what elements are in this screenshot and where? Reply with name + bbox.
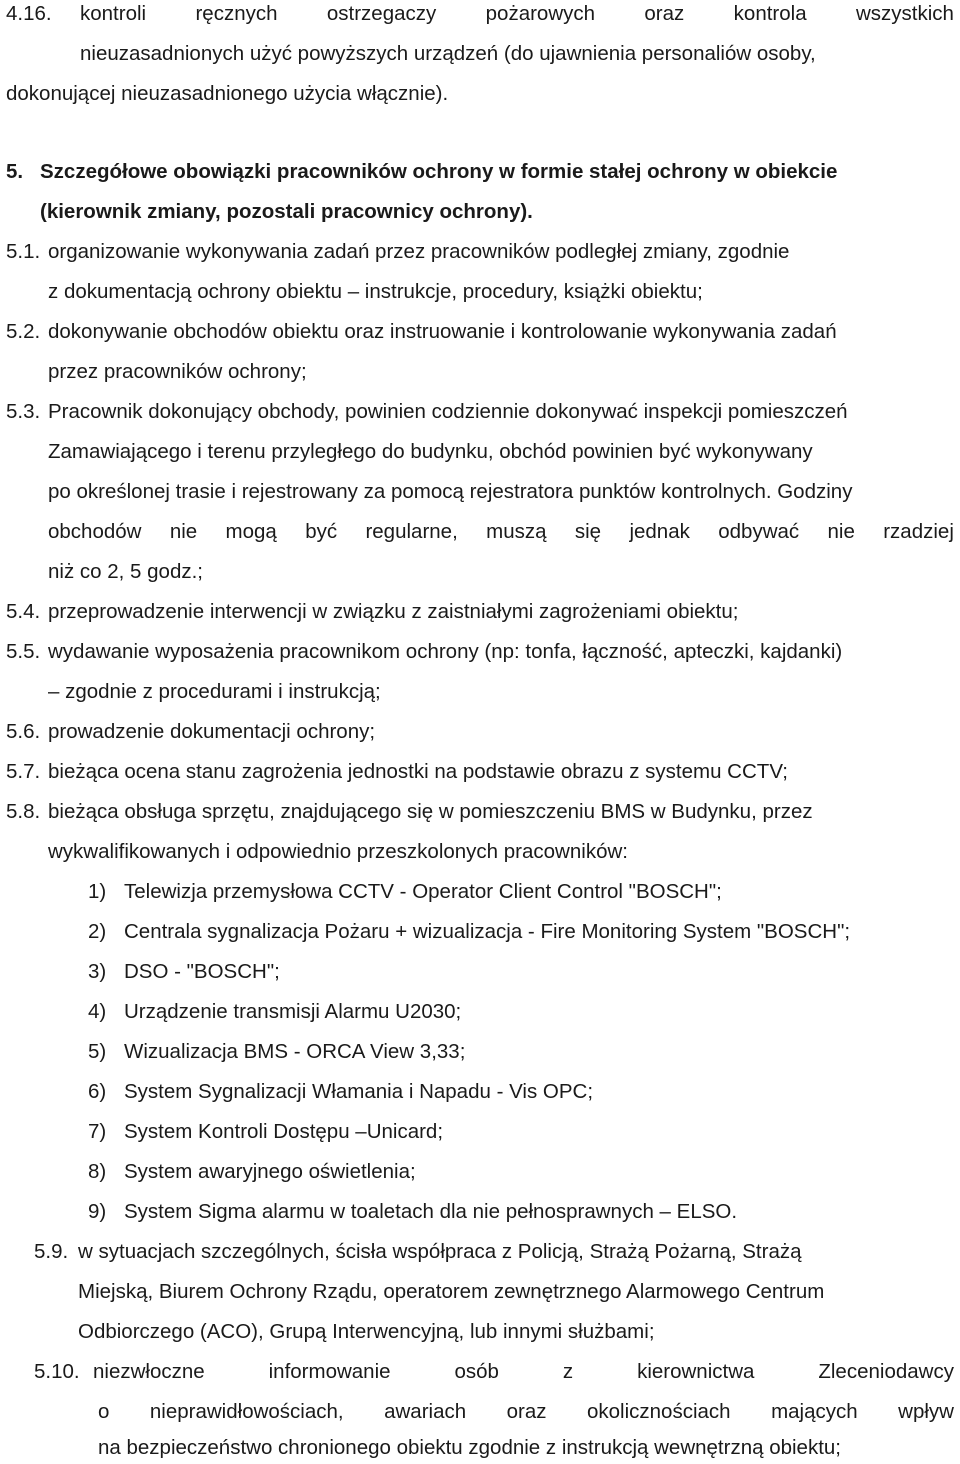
paragraph-line: – zgodnie z procedurami i instrukcją; (48, 680, 381, 703)
item-number: 5.9. (34, 1240, 69, 1263)
list-number: 1) (88, 880, 107, 903)
paragraph-line: bieżąca ocena stanu zagrożenia jednostki na podstawie obrazu z systemu CCTV; (48, 760, 788, 783)
word: odbywać (718, 520, 800, 543)
word: nie (169, 520, 198, 543)
word: z (562, 1360, 574, 1383)
word: być (305, 520, 338, 543)
word: ostrzegaczy (326, 2, 437, 25)
paragraph-line: przez pracowników ochrony; (48, 360, 307, 383)
paragraph-line: po określonej trasie i rejestrowany za pomocą rejestratora punktów kontrolnych. Godziny (48, 480, 853, 503)
paragraph-line: Zamawiającego i terenu przyległego do budynku, obchód powinien być wykonywany (48, 440, 813, 463)
word: Zleceniodawcy (818, 1360, 954, 1383)
paragraph-line: Miejską, Biurem Ochrony Rządu, operatorem zewnętrznego Alarmowego Centrum (78, 1280, 825, 1303)
word: muszą (486, 520, 547, 543)
word: regularne, (365, 520, 458, 543)
item-number: 5.6. (6, 720, 41, 743)
list-item: Centrala sygnalizacja Pożaru + wizualizacja - Fire Monitoring System "BOSCH"; (124, 920, 851, 943)
word: nie (827, 520, 855, 543)
list-number: 5) (88, 1040, 107, 1063)
word: oraz (506, 1400, 547, 1423)
word: wpływ (898, 1400, 954, 1423)
word: nieprawidłowościach, (149, 1400, 344, 1423)
word: obchodów (48, 520, 142, 543)
list-item: System awaryjnego oświetlenia; (124, 1160, 416, 1183)
word: informowanie (268, 1360, 391, 1383)
paragraph-line (93, 1359, 954, 1385)
section-heading: Szczegółowe obowiązki pracowników ochrony w formie stałej ochrony w obiekcie (40, 160, 838, 183)
paragraph-line: wykwalifikowanych i odpowiednio przeszkolonych pracowników: (48, 840, 628, 863)
word: okolicznościach (587, 1400, 731, 1423)
paragraph-line: niż co 2, 5 godz.; (48, 560, 203, 583)
paragraph-line: nieuzasadnionych użyć powyższych urządzeń (do ujawnienia personaliów osoby, (80, 42, 816, 65)
word: niezwłoczne (93, 1360, 205, 1383)
list-item: Wizualizacja BMS - ORCA View 3,33; (124, 1040, 466, 1063)
item-number: 5.10. (34, 1360, 80, 1383)
paragraph-line (80, 1, 954, 27)
word: jednak (629, 520, 690, 543)
paragraph-line: dokonywanie obchodów obiektu oraz instruowanie i kontrolowanie wykonywania zadań (48, 320, 837, 343)
word: oraz (644, 2, 685, 25)
paragraph-line: prowadzenie dokumentacji ochrony; (48, 720, 376, 743)
list-item: System Kontroli Dostępu –Unicard; (124, 1120, 444, 1143)
paragraph-line (98, 1399, 954, 1425)
paragraph-line (48, 519, 954, 545)
word: mogą (225, 520, 277, 543)
item-number: 5.3. (6, 400, 41, 423)
list-number: 4) (88, 1000, 107, 1023)
word: osób (454, 1360, 499, 1383)
word: wszystkich (855, 2, 954, 25)
paragraph-line: Odbiorczego (ACO), Grupą Interwencyjną, lub innymi służbami; (78, 1320, 655, 1343)
item-number: 5.7. (6, 760, 41, 783)
list-number: 8) (88, 1160, 107, 1183)
paragraph-line: Pracownik dokonujący obchody, powinien codziennie dokonywać inspekcji pomieszczeń (48, 400, 848, 423)
item-number: 5.8. (6, 800, 41, 823)
word: mających (771, 1400, 858, 1423)
list-item: System Sygnalizacji Włamania i Napadu - Vis OPC; (124, 1080, 594, 1103)
word: rzadziej (883, 520, 954, 543)
list-number: 2) (88, 920, 107, 943)
paragraph-line: bieżąca obsługa sprzętu, znajdującego się w pomieszczeniu BMS w Budynku, przez (48, 800, 813, 823)
paragraph-line: na bezpieczeństwo chronionego obiektu zgodnie z instrukcją wewnętrzną obiektu; (98, 1436, 842, 1459)
paragraph-line: wydawanie wyposażenia pracownikom ochrony (np: tonfa, łączność, apteczki, kajdanki) (48, 640, 843, 663)
word: kontroli (80, 2, 147, 25)
item-number: 5.5. (6, 640, 41, 663)
list-item: Telewizja przemysłowa CCTV - Operator Client Control "BOSCH"; (124, 880, 722, 903)
paragraph-line: organizowanie wykonywania zadań przez pracowników podległej zmiany, zgodnie (48, 240, 790, 263)
item-number: 5.1. (6, 240, 41, 263)
list-number: 7) (88, 1120, 107, 1143)
list-number: 9) (88, 1200, 107, 1223)
item-number: 5.4. (6, 600, 41, 623)
list-number: 3) (88, 960, 107, 983)
paragraph-line: w sytuacjach szczególnych, ścisła współpraca z Policją, Strażą Pożarną, Strażą (78, 1240, 802, 1263)
section-number: 4.16. (6, 2, 52, 25)
list-number: 6) (88, 1080, 107, 1103)
list-item: DSO - "BOSCH"; (124, 960, 280, 983)
section-heading: (kierownik zmiany, pozostali pracownicy ochrony). (40, 200, 533, 223)
paragraph-line: dokonującej nieuzasadnionego użycia włącznie). (6, 82, 449, 105)
item-number: 5.2. (6, 320, 41, 343)
list-item: System Sigma alarmu w toaletach dla nie pełnosprawnych – ELSO. (124, 1200, 738, 1223)
word: ręcznych (195, 2, 278, 25)
word: kontrola (733, 2, 807, 25)
word: kierownictwa (637, 1360, 755, 1383)
word: o (98, 1400, 110, 1423)
word: pożarowych (485, 2, 596, 25)
word: awariach (384, 1400, 467, 1423)
list-item: Urządzenie transmisji Alarmu U2030; (124, 1000, 462, 1023)
word: się (574, 520, 602, 543)
paragraph-line: przeprowadzenie interwencji w związku z zaistniałymi zagrożeniami obiektu; (48, 600, 739, 623)
paragraph-line: z dokumentacją ochrony obiektu – instrukcje, procedury, książki obiektu; (48, 280, 703, 303)
section-number: 5. (6, 160, 24, 183)
